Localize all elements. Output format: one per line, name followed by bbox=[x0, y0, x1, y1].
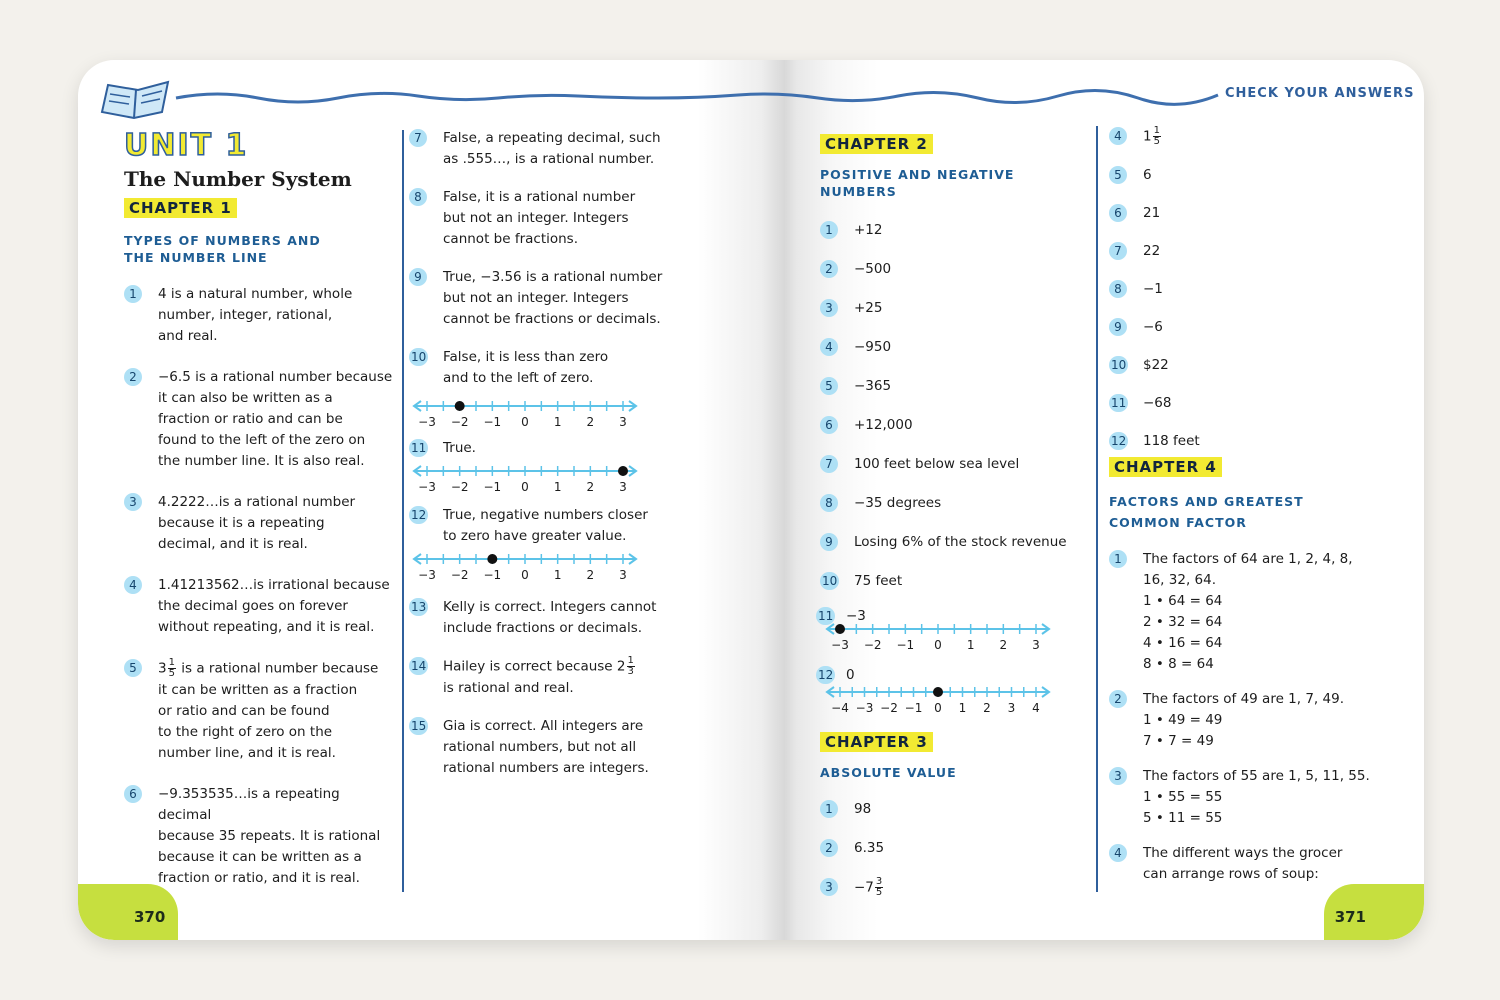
answer-text: +25 bbox=[854, 300, 883, 316]
fraction-denominator: 5 bbox=[168, 668, 175, 679]
chapter-1-badge: CHAPTER 1 bbox=[124, 198, 237, 218]
answer-number: 10 bbox=[822, 574, 838, 588]
tick-label: −3 bbox=[418, 415, 436, 429]
answer-text: −68 bbox=[1143, 394, 1172, 411]
answer-number: 8 bbox=[820, 494, 838, 512]
tick-label: 1 bbox=[958, 701, 967, 714]
answer-line: number, integer, rational, bbox=[158, 307, 333, 323]
tick-label: −1 bbox=[904, 701, 923, 714]
answer-item-11 bbox=[820, 606, 1090, 627]
answer-item-7 bbox=[409, 128, 674, 170]
tick-label: −3 bbox=[418, 480, 436, 494]
answer-line: −9.353535…is a repeating decimal bbox=[158, 785, 340, 823]
tick-label: 2 bbox=[586, 415, 595, 429]
answer-text: −950 bbox=[854, 339, 892, 355]
tick-label: 3 bbox=[619, 480, 627, 494]
fraction bbox=[168, 658, 176, 679]
answer-item-4 bbox=[820, 337, 1090, 358]
tick-label: −1 bbox=[483, 415, 502, 429]
answer-line: the number line. It is also real. bbox=[158, 453, 365, 469]
answer-line: because it can be written as a bbox=[158, 848, 362, 865]
answer-number: 10 bbox=[411, 350, 427, 364]
tick-label: 1 bbox=[553, 480, 562, 494]
answer-item-2 bbox=[1109, 689, 1379, 752]
answer-line: because 35 repeats. It is rational bbox=[158, 827, 381, 844]
answer-line: 5 • 11 = 55 bbox=[1143, 809, 1223, 826]
chapter-4-subhead: FACTORS AND GREATEST COMMON FACTOR bbox=[1109, 493, 1304, 530]
answer-item-10 bbox=[1109, 355, 1379, 376]
column-3 bbox=[820, 134, 1090, 917]
answer-number: 6 bbox=[820, 416, 838, 434]
answer-item-12 bbox=[820, 665, 1090, 686]
answer-line: can arrange rows of soup: bbox=[1143, 865, 1319, 882]
column-2 bbox=[409, 128, 674, 796]
answer-number: 2 bbox=[820, 839, 838, 857]
answer-item-3 bbox=[1109, 766, 1379, 829]
answer-item-14 bbox=[409, 656, 674, 699]
answer-text: 100 feet below sea level bbox=[854, 456, 1020, 472]
answer-item-11 bbox=[409, 438, 674, 459]
tick-label: 1 bbox=[553, 568, 562, 582]
answer-line: 1.41213562…is irrational because bbox=[158, 577, 390, 593]
answer-line: fraction or ratio and can be bbox=[158, 411, 343, 427]
answer-line: True, negative numbers closer bbox=[443, 507, 648, 523]
answer-line: to zero have greater value. bbox=[443, 528, 627, 544]
answer-item-12 bbox=[409, 505, 674, 547]
answer-number: 1 bbox=[820, 221, 838, 239]
answer-item-1 bbox=[820, 220, 1090, 241]
answer-item-13 bbox=[409, 597, 674, 639]
answer-text: 6 bbox=[1143, 166, 1152, 183]
answer-text: Losing 6% of the stock revenue bbox=[854, 534, 1067, 550]
answer-number: 2 bbox=[1109, 690, 1127, 708]
answer-item-2 bbox=[820, 838, 1090, 859]
fraction bbox=[627, 656, 635, 677]
answer-text: −3 bbox=[846, 608, 866, 624]
answer-item-3 bbox=[124, 492, 394, 555]
answer-number: 11 bbox=[1111, 395, 1127, 410]
answer-line: but not an integer. Integers bbox=[443, 290, 629, 306]
fraction bbox=[875, 877, 883, 898]
answer-item-15 bbox=[409, 716, 674, 779]
answer-line: 8 • 8 = 64 bbox=[1143, 655, 1214, 672]
tick-label: −2 bbox=[863, 638, 882, 651]
open-book bbox=[78, 60, 1424, 940]
answer-text: −7 bbox=[854, 879, 874, 896]
tick-label: −1 bbox=[483, 568, 502, 582]
answer-line: False, it is a rational number bbox=[443, 189, 636, 205]
fraction-denominator: 5 bbox=[1153, 136, 1160, 147]
plotted-point bbox=[455, 401, 465, 411]
tick-label: 3 bbox=[1032, 638, 1040, 651]
answers-13-15 bbox=[409, 597, 674, 779]
answer-item-12 bbox=[1109, 431, 1379, 452]
book-icon bbox=[102, 82, 168, 118]
answer-item-2 bbox=[124, 367, 394, 472]
answer-number: 3 bbox=[820, 878, 838, 896]
fraction-denominator: 5 bbox=[875, 887, 883, 898]
answer-line: the decimal goes on forever bbox=[158, 598, 348, 614]
chapter-2-answers bbox=[820, 220, 1090, 592]
fraction bbox=[1153, 126, 1161, 147]
answer-item-2 bbox=[820, 259, 1090, 280]
chapter-1-subhead: TYPES OF NUMBERS AND THE NUMBER LINE bbox=[124, 233, 321, 265]
answer-line: Kelly is correct. Integers cannot bbox=[443, 599, 657, 615]
unit-subtitle: The Number System bbox=[124, 167, 352, 191]
fraction-numerator: 1 bbox=[1153, 125, 1160, 136]
answer-number: 6 bbox=[1109, 204, 1127, 222]
tick-label: 0 bbox=[521, 480, 529, 494]
answer-item-5 bbox=[1109, 165, 1379, 186]
answer-number: 4 bbox=[1109, 127, 1127, 145]
answer-line: found to the left of the zero on bbox=[158, 432, 366, 448]
tick-label: −2 bbox=[450, 415, 469, 429]
answer-line: rational numbers, but not all bbox=[443, 738, 637, 755]
tick-label: 0 bbox=[934, 638, 942, 651]
answer-line: number line, and it is real. bbox=[158, 744, 336, 761]
header-decoration bbox=[78, 60, 1424, 130]
answer-number: 12 bbox=[411, 508, 427, 522]
tick-label: 1 bbox=[966, 638, 975, 651]
plotted-point bbox=[933, 687, 943, 697]
tick-label: 2 bbox=[586, 568, 595, 582]
tick-label: 3 bbox=[619, 568, 627, 582]
answer-line: include fractions or decimals. bbox=[443, 620, 643, 636]
answer-text: +12 bbox=[854, 222, 883, 238]
answer-item-3 bbox=[820, 877, 1090, 899]
chapter-3-answers bbox=[820, 799, 1090, 899]
answer-item-10 bbox=[820, 571, 1090, 592]
plotted-point bbox=[487, 554, 497, 564]
answer-item-8 bbox=[1109, 279, 1379, 300]
answer-number: 10 bbox=[1111, 357, 1127, 372]
answer-line: Gia is correct. All integers are bbox=[443, 717, 644, 734]
answer-text: 6.35 bbox=[854, 840, 885, 856]
answer-text: −6 bbox=[1143, 318, 1163, 335]
tick-label: 0 bbox=[521, 415, 529, 429]
answer-line: or ratio and can be found bbox=[158, 702, 330, 719]
answer-text: True. bbox=[443, 440, 476, 456]
tick-label: 2 bbox=[983, 701, 991, 714]
answer-item-10 bbox=[409, 347, 674, 389]
answer-text: 75 feet bbox=[854, 573, 903, 589]
answer-number: 11 bbox=[818, 609, 834, 623]
answer-item-1 bbox=[820, 799, 1090, 820]
fraction-denominator: 3 bbox=[627, 666, 634, 677]
answer-text: is a rational number because bbox=[181, 660, 379, 677]
answer-line: decimal, and it is real. bbox=[158, 536, 308, 552]
answer-line: 4.2222…is a rational number bbox=[158, 494, 356, 510]
answers-7-10 bbox=[409, 128, 674, 389]
answer-item-8 bbox=[820, 493, 1090, 514]
answer-line: it can also be written as a bbox=[158, 390, 333, 406]
answer-number: 1 bbox=[820, 800, 838, 818]
answer-line: without repeating, and it is real. bbox=[158, 619, 375, 635]
answer-number: 5 bbox=[820, 377, 838, 395]
answer-text: Hailey is correct because 2 bbox=[443, 658, 626, 675]
answer-line: because it is a repeating bbox=[158, 515, 325, 531]
answer-line: The different ways the grocer bbox=[1143, 844, 1343, 861]
answer-line: The factors of 55 are 1, 5, 11, 55. bbox=[1143, 767, 1370, 784]
answer-text: −500 bbox=[854, 261, 892, 277]
answer-number: 1 bbox=[1109, 550, 1127, 568]
answer-line bbox=[158, 658, 394, 680]
answer-line: The factors of 64 are 1, 2, 4, 8, bbox=[1143, 550, 1353, 567]
answer-number: 9 bbox=[820, 533, 838, 551]
number-line-12 bbox=[409, 549, 659, 583]
tick-label: −2 bbox=[450, 568, 469, 582]
answer-number: 7 bbox=[409, 129, 427, 147]
answer-item-6 bbox=[124, 784, 394, 889]
answer-number: 6 bbox=[124, 785, 142, 803]
tick-label: −3 bbox=[418, 568, 436, 582]
answer-line: 1 • 55 = 55 bbox=[1143, 788, 1223, 805]
answer-item-5 bbox=[124, 658, 394, 764]
answer-number: 2 bbox=[820, 260, 838, 278]
answer-number: 4 bbox=[124, 576, 142, 594]
column-divider-left bbox=[402, 130, 404, 892]
tick-label: −2 bbox=[880, 701, 898, 714]
answer-item-6 bbox=[820, 415, 1090, 436]
tick-label: −3 bbox=[855, 701, 874, 714]
tick-label: −3 bbox=[831, 638, 849, 651]
answer-number: 3 bbox=[820, 299, 838, 317]
header-title: CHECK YOUR ANSWERS bbox=[1225, 86, 1415, 101]
answer-item-4 bbox=[1109, 126, 1379, 148]
chapter-2-badge: CHAPTER 2 bbox=[820, 134, 933, 154]
answer-text: 1 bbox=[1143, 128, 1152, 145]
answer-line: 16, 32, 64. bbox=[1143, 571, 1216, 588]
answer-text: 98 bbox=[854, 801, 872, 817]
answer-text: −1 bbox=[1143, 280, 1163, 297]
answer-line: 2 • 32 = 64 bbox=[1143, 613, 1223, 630]
answer-item-6 bbox=[1109, 203, 1379, 224]
answer-item-9 bbox=[1109, 317, 1379, 338]
answer-line bbox=[443, 656, 674, 678]
answer-line: and real. bbox=[158, 328, 218, 344]
answer-number: 4 bbox=[1109, 844, 1127, 862]
answer-text: +12,000 bbox=[854, 417, 913, 433]
answer-number: 5 bbox=[1109, 166, 1127, 184]
answer-line: The factors of 49 are 1, 7, 49. bbox=[1143, 690, 1344, 707]
chapter-4-answers bbox=[1109, 549, 1379, 885]
answer-item-11 bbox=[1109, 393, 1379, 414]
answer-number: 3 bbox=[1109, 767, 1127, 785]
answer-item-9 bbox=[820, 532, 1090, 553]
fraction-numerator: 1 bbox=[168, 657, 175, 668]
answer-line: as .555…, is a rational number. bbox=[443, 151, 655, 167]
fraction-numerator: 1 bbox=[627, 655, 634, 666]
tick-label: −1 bbox=[896, 638, 915, 651]
answer-item-1 bbox=[1109, 549, 1379, 675]
answer-number: 3 bbox=[124, 493, 142, 511]
answer-text: 118 feet bbox=[1143, 432, 1200, 449]
tick-label: 4 bbox=[1032, 701, 1040, 714]
answer-item-4 bbox=[1109, 843, 1379, 885]
answer-item-1 bbox=[124, 284, 394, 347]
unit-title: UNIT 1 bbox=[124, 128, 249, 163]
tick-label: 0 bbox=[521, 568, 529, 582]
chapter-4-badge: CHAPTER 4 bbox=[1109, 457, 1222, 477]
tick-label: −1 bbox=[483, 480, 502, 494]
answer-number: 7 bbox=[1109, 242, 1127, 260]
answer-number: 12 bbox=[818, 668, 834, 682]
answer-line: 1 • 49 = 49 bbox=[1143, 711, 1223, 728]
chapter-3-subhead: ABSOLUTE VALUE bbox=[820, 765, 957, 780]
chapter-1-answers bbox=[124, 284, 394, 889]
answer-line: 4 is a natural number, whole bbox=[158, 286, 353, 302]
answer-line: rational numbers are integers. bbox=[443, 759, 649, 776]
tick-label: 3 bbox=[619, 415, 627, 429]
answer-number: 14 bbox=[411, 659, 427, 673]
answer-item-9 bbox=[409, 267, 674, 330]
plotted-point bbox=[618, 466, 628, 476]
answer-line: 1 • 64 = 64 bbox=[1143, 592, 1223, 609]
answer-number: 2 bbox=[124, 368, 142, 386]
answer-number: 1 bbox=[124, 285, 142, 303]
header-wave-line bbox=[176, 90, 1218, 104]
answer-text: 21 bbox=[1143, 204, 1161, 221]
answer-item-5 bbox=[820, 376, 1090, 397]
tick-label: 2 bbox=[999, 638, 1008, 651]
answer-line: −6.5 is a rational number because bbox=[158, 369, 393, 385]
answer-line: False, a repeating decimal, such bbox=[443, 130, 661, 146]
tick-label: 2 bbox=[586, 480, 595, 494]
tick-label: 1 bbox=[553, 415, 562, 429]
number-line-12 bbox=[820, 682, 1070, 714]
mixed-whole: 3 bbox=[158, 660, 167, 677]
answer-line: to the right of zero on the bbox=[158, 723, 333, 740]
column-divider-right bbox=[1096, 126, 1098, 892]
number-line-10 bbox=[409, 396, 659, 430]
page-number-left: 370 bbox=[134, 908, 166, 926]
answer-number: 8 bbox=[1109, 280, 1127, 298]
chapter-3-answers-continued bbox=[1109, 126, 1379, 452]
number-line-11 bbox=[409, 461, 659, 495]
answer-line: 4 • 16 = 64 bbox=[1143, 634, 1223, 651]
answer-item-3 bbox=[820, 298, 1090, 319]
tick-label: 0 bbox=[934, 701, 942, 714]
chapter-3-badge: CHAPTER 3 bbox=[820, 732, 933, 752]
chapter-2-subhead: POSITIVE AND NEGATIVE NUMBERS bbox=[820, 167, 1015, 199]
answer-line: False, it is less than zero bbox=[443, 349, 609, 365]
answer-item-7 bbox=[820, 454, 1090, 475]
answer-item-7 bbox=[1109, 241, 1379, 262]
answer-text: $22 bbox=[1143, 356, 1169, 373]
answer-line: and to the left of zero. bbox=[443, 370, 594, 386]
answer-text: −365 bbox=[854, 378, 892, 394]
answer-line: it can be written as a fraction bbox=[158, 681, 358, 698]
answer-line: True, −3.56 is a rational number bbox=[443, 269, 663, 285]
answer-line: fraction or ratio, and it is real. bbox=[158, 869, 360, 886]
column-1 bbox=[124, 128, 394, 909]
answer-number: 12 bbox=[1111, 433, 1127, 448]
answer-line: is rational and real. bbox=[443, 679, 574, 696]
answer-number: 5 bbox=[124, 659, 142, 677]
column-4 bbox=[1109, 126, 1379, 899]
tick-label: −2 bbox=[450, 480, 469, 494]
answer-number: 8 bbox=[409, 188, 427, 206]
answer-line bbox=[1143, 126, 1379, 148]
answer-number: 4 bbox=[820, 338, 838, 356]
answer-line: but not an integer. Integers bbox=[443, 210, 629, 226]
answer-text: 22 bbox=[1143, 242, 1161, 259]
page-number-right: 371 bbox=[1334, 908, 1366, 926]
answer-line: 7 • 7 = 49 bbox=[1143, 732, 1214, 749]
answer-number: 11 bbox=[411, 441, 427, 455]
answer-number: 9 bbox=[409, 268, 427, 286]
tick-label: −4 bbox=[831, 701, 849, 714]
answer-line: cannot be fractions. bbox=[443, 231, 578, 247]
answer-item-4 bbox=[124, 575, 394, 638]
answer-number: 13 bbox=[411, 600, 427, 614]
answer-text: 0 bbox=[846, 667, 855, 683]
answer-line bbox=[854, 877, 1090, 899]
fraction-numerator: 3 bbox=[875, 876, 883, 887]
tick-label: 3 bbox=[1007, 701, 1016, 714]
answer-number: 9 bbox=[1109, 318, 1127, 336]
answer-item-8 bbox=[409, 187, 674, 250]
answer-number: 15 bbox=[411, 718, 427, 733]
answer-line: cannot be fractions or decimals. bbox=[443, 311, 661, 327]
answer-number: 7 bbox=[820, 455, 838, 473]
answer-text: −35 degrees bbox=[854, 495, 942, 511]
